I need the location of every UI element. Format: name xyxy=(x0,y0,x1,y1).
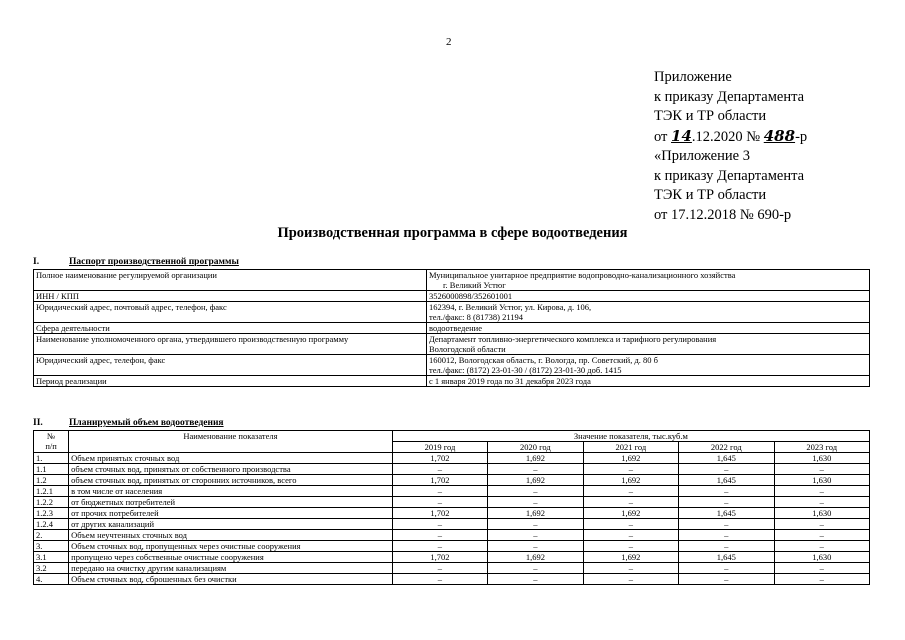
passport-row xyxy=(34,323,870,334)
row-value: – xyxy=(488,486,583,497)
passport-value xyxy=(427,355,870,376)
passport-value-line: Департамент топливно-энергетического комплекса и тарифного регулирования xyxy=(429,334,717,344)
table-row xyxy=(34,519,870,530)
row-value: – xyxy=(488,519,583,530)
row-value: – xyxy=(583,541,678,552)
passport-value-line: тел./факс: (8172) 23-01-30 / (8172) 23-01-30 доб. 1415 xyxy=(429,365,622,375)
annex-line: Приложение xyxy=(654,69,732,85)
passport-value-line: Муниципальное унитарное предприятие водопроводно-канализационного хозяйства xyxy=(429,270,736,280)
row-value: – xyxy=(392,486,487,497)
table-row xyxy=(34,497,870,508)
header-number xyxy=(34,431,69,453)
header-value: Значение показателя, тыс.куб.м xyxy=(392,431,869,442)
row-value: – xyxy=(679,530,774,541)
row-name: от прочих потребителей xyxy=(69,508,393,519)
row-value: – xyxy=(583,464,678,475)
row-value: 1,702 xyxy=(392,508,487,519)
table-row xyxy=(34,508,870,519)
annex-line: ТЭК и ТР области xyxy=(654,187,767,203)
passport-value-line: тел./факс: 8 (81738) 21194 xyxy=(429,312,524,322)
row-number: 4. xyxy=(34,574,69,585)
table-row xyxy=(34,541,870,552)
row-value: 1,702 xyxy=(392,475,487,486)
passport-value-line: 3526000898/352601001 xyxy=(429,291,513,301)
row-number: 3.2 xyxy=(34,563,69,574)
row-value: – xyxy=(774,530,869,541)
year-header: 2021 год xyxy=(583,442,678,453)
row-value: – xyxy=(774,497,869,508)
row-number: 3.1 xyxy=(34,552,69,563)
row-name: Объем сточных вод, сброшенных без очистки xyxy=(69,574,393,585)
row-value: 1,630 xyxy=(774,453,869,464)
year-header: 2019 год xyxy=(392,442,487,453)
section-2-heading xyxy=(33,418,224,428)
row-value: – xyxy=(488,574,583,585)
passport-label: Юридический адрес, почтовый адрес, телефон, факс xyxy=(34,302,427,323)
document-title: Производственная программа в сфере водоотведения xyxy=(277,225,628,241)
passport-label: ИНН / КПП xyxy=(34,291,427,302)
row-value: – xyxy=(679,574,774,585)
row-number: 1.2.3 xyxy=(34,508,69,519)
row-name: от бюджетных потребителей xyxy=(69,497,393,508)
table-row xyxy=(34,552,870,563)
passport-row xyxy=(34,291,870,302)
row-number: 1.2.4 xyxy=(34,519,69,530)
passport-value xyxy=(427,334,870,355)
passport-value-line: 160012, Вологодская область, г. Вологда, пр. Советский, д. 80 б xyxy=(429,355,659,365)
row-value: 1,692 xyxy=(583,453,678,464)
passport-row xyxy=(34,270,870,291)
passport-row xyxy=(34,334,870,355)
row-value: 1,702 xyxy=(392,453,487,464)
row-value: – xyxy=(679,464,774,475)
table-row xyxy=(34,563,870,574)
passport-value-line: водоотведение xyxy=(429,323,482,333)
passport-label: Полное наименование регулируемой организации xyxy=(34,270,427,291)
table-row xyxy=(34,453,870,464)
row-value: – xyxy=(583,519,678,530)
row-name: от других канализаций xyxy=(69,519,393,530)
annex-date-prefix: от xyxy=(654,128,672,145)
row-number: 2. xyxy=(34,530,69,541)
header-name: Наименование показателя xyxy=(69,431,393,453)
row-value: 1,645 xyxy=(679,475,774,486)
passport-row xyxy=(34,355,870,376)
passport-row xyxy=(34,302,870,323)
row-value: – xyxy=(392,464,487,475)
passport-value-line: г. Великий Устюг xyxy=(443,280,506,290)
passport-value xyxy=(427,270,870,291)
annex-line: «Приложение 3 xyxy=(654,148,750,164)
row-value: – xyxy=(774,563,869,574)
row-value: 1,692 xyxy=(488,453,583,464)
passport-label: Юридический адрес, телефон, факс xyxy=(34,355,427,376)
table-row xyxy=(34,475,870,486)
section-number: I. xyxy=(33,257,40,267)
row-value: – xyxy=(392,497,487,508)
year-header: 2022 год xyxy=(679,442,774,453)
passport-value xyxy=(427,291,870,302)
row-name: Объем неучтенных сточных вод xyxy=(69,530,393,541)
row-value: – xyxy=(392,519,487,530)
annex-line: ТЭК и ТР области xyxy=(654,108,767,124)
row-value: 1,645 xyxy=(679,453,774,464)
row-value: – xyxy=(488,530,583,541)
row-value: 1,645 xyxy=(679,508,774,519)
passport-value-line: 162394, г. Великий Устюг, ул. Кирова, д. 106, xyxy=(429,302,592,312)
row-number: 1.2.2 xyxy=(34,497,69,508)
row-value: – xyxy=(392,563,487,574)
passport-label: Наименование уполномоченного органа, утвердившего производственную программу xyxy=(34,334,427,355)
table-row xyxy=(34,574,870,585)
row-value: – xyxy=(774,541,869,552)
year-header: 2023 год xyxy=(774,442,869,453)
row-value: 1,692 xyxy=(488,475,583,486)
row-value: – xyxy=(583,486,678,497)
passport-value xyxy=(427,376,870,387)
table-row xyxy=(34,486,870,497)
row-name: передано на очистку другим канализациям xyxy=(69,563,393,574)
passport-value-line: с 1 января 2019 года по 31 декабря 2023 года xyxy=(429,376,591,386)
row-value: 1,692 xyxy=(583,552,678,563)
year-header: 2020 год xyxy=(488,442,583,453)
row-value: – xyxy=(774,574,869,585)
row-value: – xyxy=(392,541,487,552)
annex-line: к приказу Департамента xyxy=(654,167,805,184)
row-value: – xyxy=(679,486,774,497)
row-value: 1,692 xyxy=(488,552,583,563)
row-number: 1.2.1 xyxy=(34,486,69,497)
annex-line: от 17.12.2018 № 690-р xyxy=(654,206,792,223)
volume-table xyxy=(33,430,870,585)
row-value: 1,692 xyxy=(583,508,678,519)
passport-table xyxy=(33,269,870,387)
passport-label: Сфера деятельности xyxy=(34,323,427,334)
row-name: Объем принятых сточных вод xyxy=(69,453,393,464)
row-value: – xyxy=(392,574,487,585)
row-name: объем сточных вод, принятых от сторонних источников, всего xyxy=(69,475,393,486)
row-value: – xyxy=(679,541,774,552)
row-value: – xyxy=(392,530,487,541)
row-value: – xyxy=(774,464,869,475)
row-value: 1,702 xyxy=(392,552,487,563)
section-title: Планируемый объем водоотведения xyxy=(69,418,224,428)
row-value: 1,630 xyxy=(774,475,869,486)
row-value: 1,645 xyxy=(679,552,774,563)
row-name: Объем сточных вод, пропущенных через очистные сооружения xyxy=(69,541,393,552)
row-value: – xyxy=(679,563,774,574)
annex-line: к приказу Департамента xyxy=(654,88,805,105)
section-number: II. xyxy=(33,418,43,428)
row-value: – xyxy=(679,497,774,508)
annex-date-mid: .12.2020 № xyxy=(691,128,764,145)
annex-order-date xyxy=(654,127,807,148)
row-number: 1.2 xyxy=(34,475,69,486)
row-value: 1,630 xyxy=(774,552,869,563)
row-value: – xyxy=(488,497,583,508)
row-number: 3. xyxy=(34,541,69,552)
row-value: 1,692 xyxy=(583,475,678,486)
passport-value xyxy=(427,323,870,334)
page-number: 2 xyxy=(446,36,452,48)
section-1-heading xyxy=(33,257,239,267)
passport-row xyxy=(34,376,870,387)
row-number: 1. xyxy=(34,453,69,464)
row-name: объем сточных вод, принятых от собственного производства xyxy=(69,464,393,475)
row-value: – xyxy=(774,486,869,497)
row-value: – xyxy=(488,541,583,552)
row-value: – xyxy=(774,519,869,530)
row-value: 1,692 xyxy=(488,508,583,519)
header-number-label: № xyxy=(47,431,56,441)
table-row xyxy=(34,530,870,541)
row-number: 1.1 xyxy=(34,464,69,475)
row-value: – xyxy=(488,464,583,475)
passport-label: Период реализации xyxy=(34,376,427,387)
row-value: 1,630 xyxy=(774,508,869,519)
row-value: – xyxy=(583,497,678,508)
passport-value-line: Вологодской области xyxy=(429,344,506,354)
row-value: – xyxy=(583,563,678,574)
passport-value xyxy=(427,302,870,323)
row-value: – xyxy=(583,574,678,585)
row-value: – xyxy=(679,519,774,530)
row-name: в том числе от населения xyxy=(69,486,393,497)
row-value: – xyxy=(583,530,678,541)
annex-date-suffix: -р xyxy=(795,128,808,145)
row-name: пропущено через собственные очистные сооружения xyxy=(69,552,393,563)
annex-header xyxy=(654,68,807,225)
header-number-label: п/п xyxy=(45,441,57,451)
section-title: Паспорт производственной программы xyxy=(69,257,239,267)
row-value: – xyxy=(488,563,583,574)
handwritten-order-number: 488 xyxy=(763,126,796,145)
table-row xyxy=(34,464,870,475)
handwritten-day: 14 xyxy=(671,126,692,145)
